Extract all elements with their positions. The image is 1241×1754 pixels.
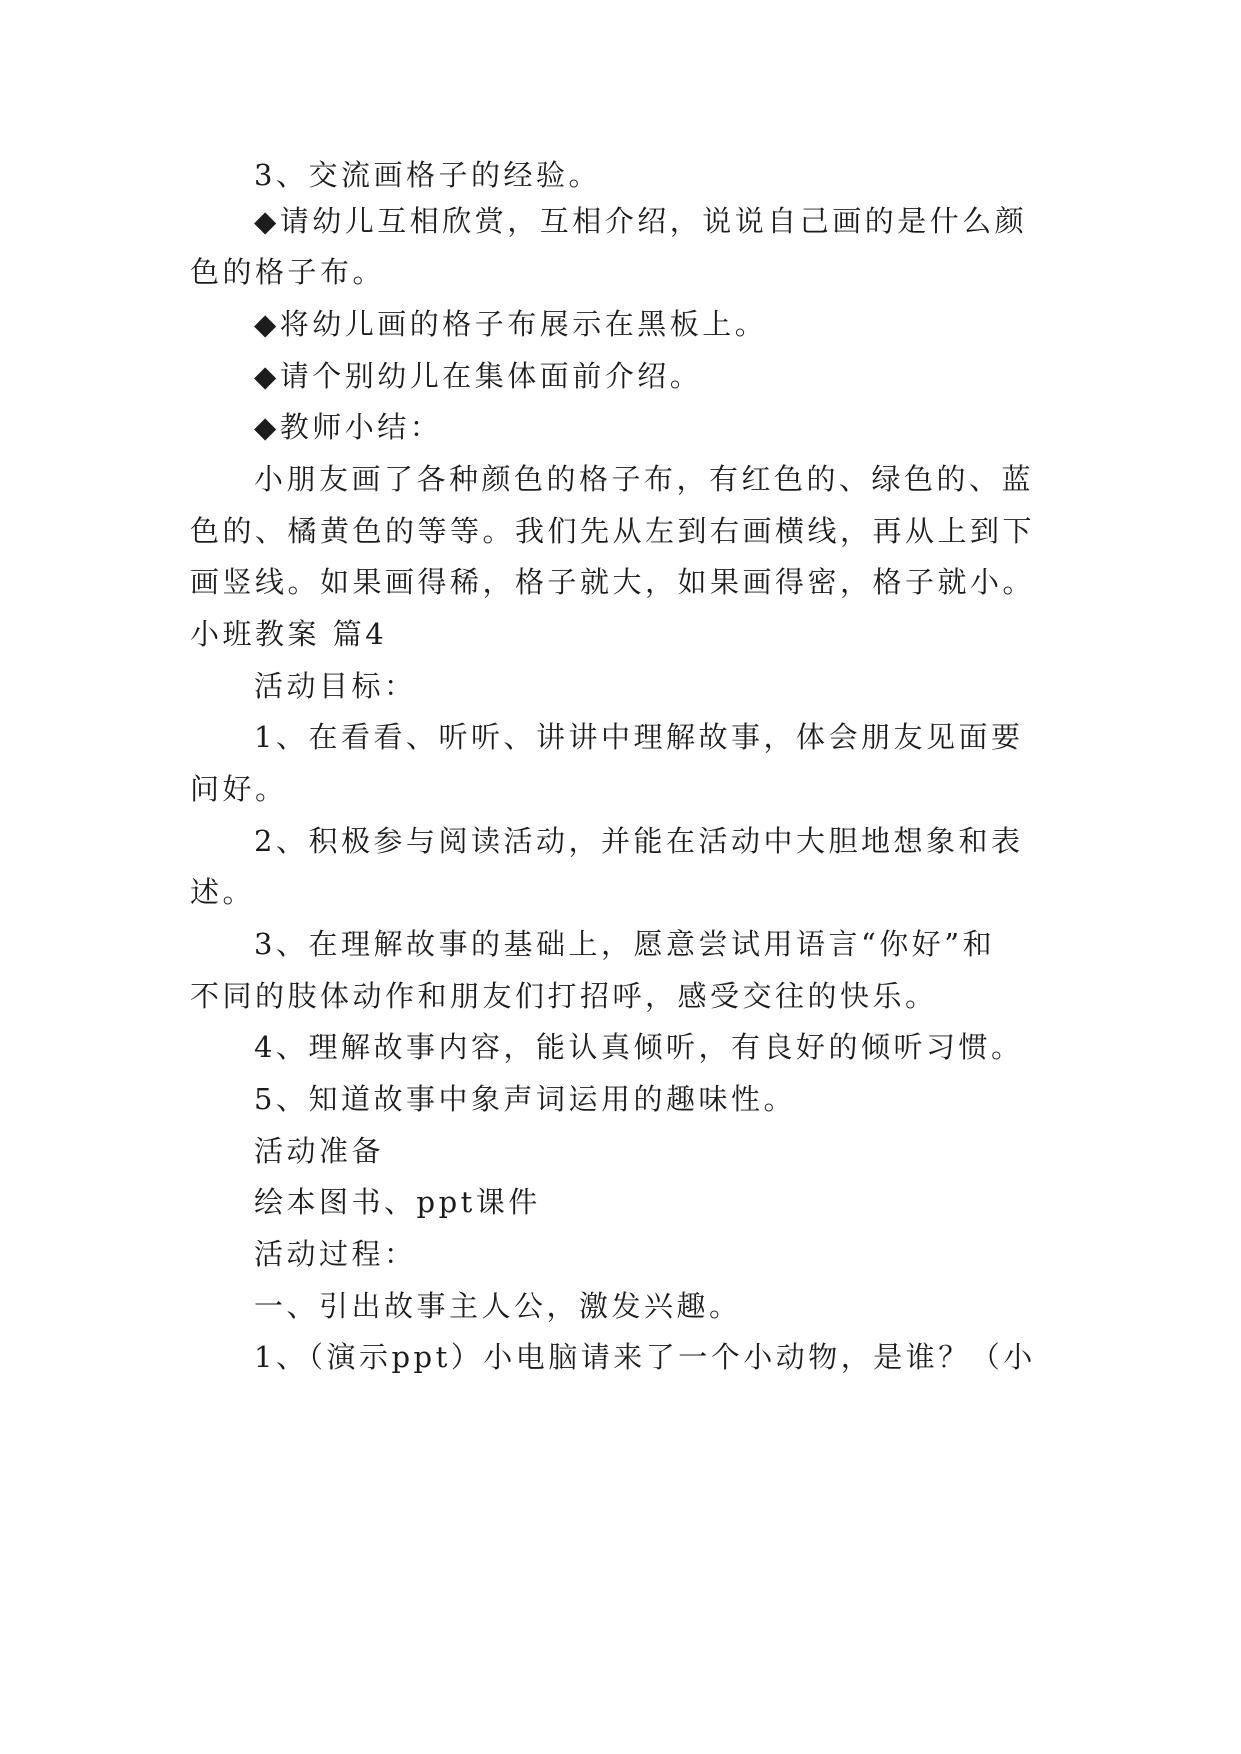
paragraph-line: 5、知道故事中象声词运用的趣味性。	[254, 1082, 796, 1116]
paragraph-line: 活动目标：	[254, 669, 417, 703]
section-heading: 小班教案 篇4	[190, 617, 388, 651]
paragraph-line: 一、引出故事主人公，激发兴趣。	[254, 1289, 742, 1323]
paragraph-line: 色的、橘黄色的等等。我们先从左到右画横线，再从上到下	[190, 514, 1036, 548]
paragraph-line: 小朋友画了各种颜色的格子布，有红色的、绿色的、蓝	[254, 462, 1035, 496]
paragraph-line: 2、积极参与阅读活动，并能在活动中大胆地想象和表	[254, 824, 1024, 858]
paragraph-line: 3、在理解故事的基础上，愿意尝试用语言“你好”和	[254, 927, 996, 961]
paragraph-line: 4、理解故事内容，能认真倾听，有良好的倾听习惯。	[254, 1030, 1024, 1064]
paragraph-line: ◆请幼儿互相欣赏，互相介绍，说说自己画的是什么颜	[254, 204, 1028, 238]
paragraph-line: 活动准备	[254, 1134, 385, 1168]
paragraph-line: 述。	[190, 875, 256, 909]
paragraph-line: ◆教师小结：	[254, 410, 443, 444]
paragraph-line: 色的格子布。	[190, 255, 386, 289]
paragraph-line: ◆将幼儿画的格子布展示在黑板上。	[254, 307, 768, 341]
paragraph-line: 活动过程：	[254, 1237, 417, 1271]
paragraph-line: 画竖线。如果画得稀，格子就大，如果画得密，格子就小。	[190, 565, 1036, 599]
paragraph-line: 3、交流画格子的经验。	[254, 158, 601, 192]
paragraph-line: 1、（演示ppt）小电脑请来了一个小动物，是谁？（小	[254, 1340, 1036, 1374]
paragraph-line: ◆请个别幼儿在集体面前介绍。	[254, 359, 703, 393]
paragraph-line: 不同的肢体动作和朋友们打招呼，感受交往的快乐。	[190, 979, 938, 1013]
paragraph-line: 绘本图书、ppt课件	[254, 1185, 541, 1219]
paragraph-line: 1、在看看、听听、讲讲中理解故事，体会朋友见面要	[254, 720, 1024, 754]
paragraph-line: 问好。	[190, 772, 288, 806]
